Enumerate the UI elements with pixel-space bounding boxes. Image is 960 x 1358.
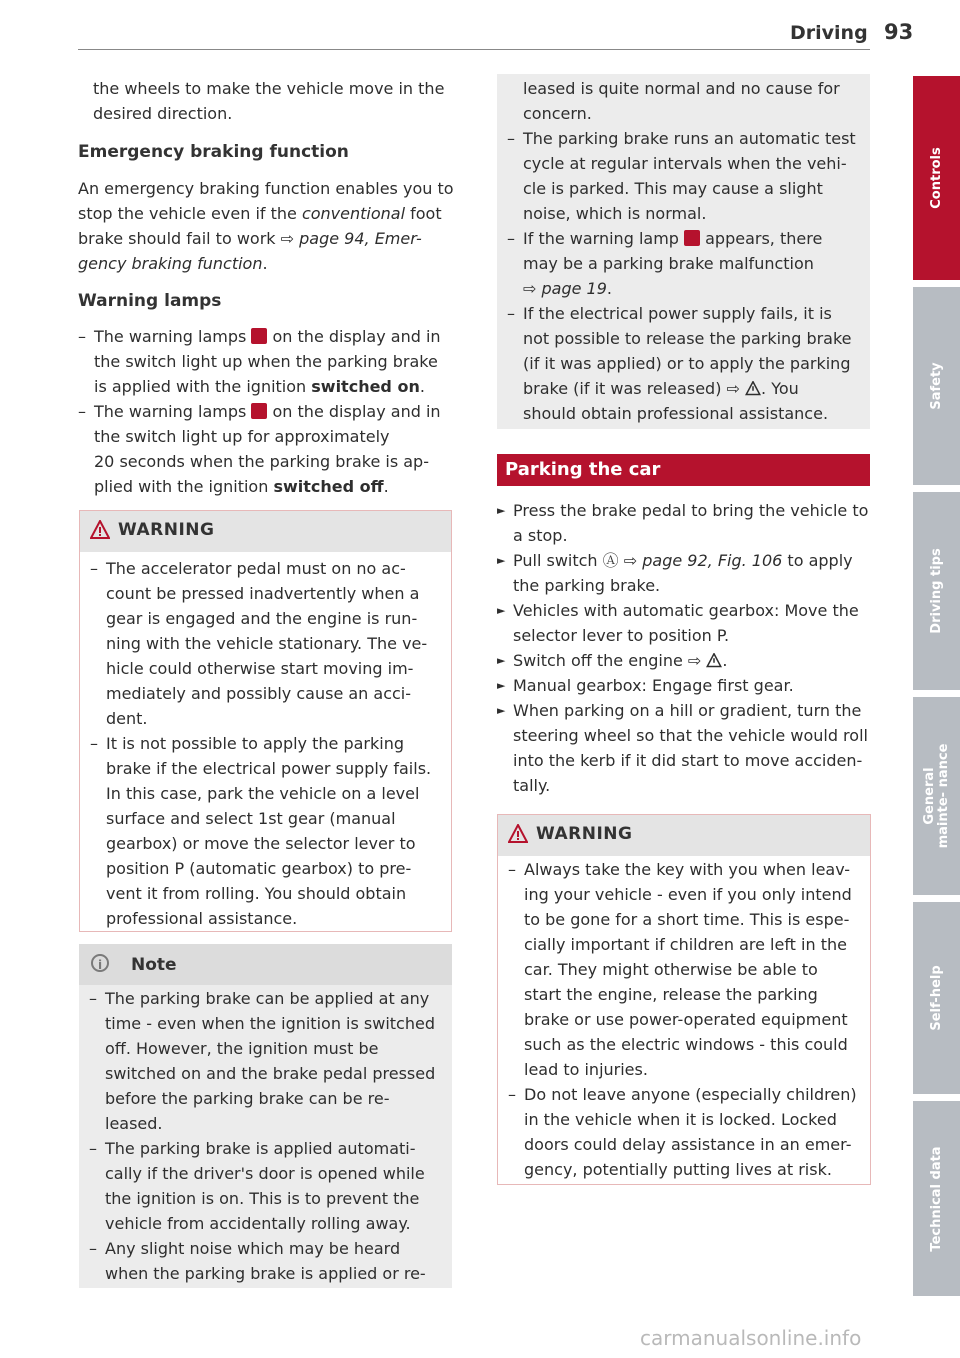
- warning-triangle-icon[interactable]: [706, 653, 722, 668]
- emergency-paragraph: [78, 176, 458, 276]
- list-item: – The warning lamps on the display and in the switch light up when the parking brake is applied with the ignition switched on.: [78, 324, 458, 399]
- warning-triangle-icon: [508, 824, 528, 844]
- page-reference-link[interactable]: ⇨ page 19: [523, 279, 607, 298]
- brake-malfunction-lamp-icon: [684, 230, 700, 246]
- intro-paragraph: [93, 76, 453, 126]
- list-item: – The accelerator pedal must on no ac- count be pressed inadvertently when a gear is engaged and the engine is run- ning with the vehicle stationary. The ve- hicle could otherwise start moving im- mediately and possibly cause an acci- dent.: [90, 556, 445, 731]
- list-item-continued: leased is quite normal and no cause for concern.: [523, 79, 840, 123]
- step-item: ► Manual gearbox: Engage first gear.: [497, 673, 872, 698]
- warning-triangle-icon: [90, 520, 110, 540]
- tab-self-help[interactable]: Self-help: [913, 902, 960, 1094]
- watermark: carmanualsonline.info: [640, 1326, 862, 1350]
- parking-steps: [497, 498, 872, 798]
- tab-driving-tips[interactable]: Driving tips: [913, 492, 960, 690]
- switch-a-icon: Ⓐ: [602, 551, 619, 570]
- warning-title: WARNING: [536, 824, 633, 844]
- tab-safety[interactable]: Safety: [913, 287, 960, 485]
- intro-line: the wheels to make the vehicle move in the: [93, 79, 445, 98]
- step-item: ► When parking on a hill or gradient, turn the steering wheel so that the vehicle would roll into the kerb if it did start to move acciden- tally.: [497, 698, 872, 798]
- list-item: – Always take the key with you when leav- ing your vehicle - even if you only intend to be gone for a short time. This is espe- cially important if children are left in the car. They might otherwise be able to start the engine, release the parking brake or use power-operated equipment such as the electric windows - this could lead to injuries.: [508, 857, 866, 1082]
- step-item: ► Vehicles with automatic gearbox: Move the selector lever to position P.: [497, 598, 872, 648]
- list-item: – The warning lamps on the display and in the switch light up for approximately 20 seconds when the parking brake is ap- plied with the ignition switched off.: [78, 399, 458, 499]
- parking-brake-lamp-icon: [251, 403, 267, 419]
- step-item: ► Switch off the engine ⇨ .: [497, 648, 872, 673]
- tab-controls[interactable]: Controls: [913, 76, 960, 280]
- list-item: – If the warning lamp appears, there may be a parking brake malfunction ⇨ page 19.: [507, 226, 867, 301]
- text-line: brake should fail to work ⇨ page 94, Emer-: [78, 229, 422, 248]
- section-banner: Parking the car: [497, 454, 870, 486]
- warning-triangle-icon[interactable]: [745, 381, 761, 396]
- warning-box: [497, 814, 871, 1185]
- info-icon: i: [91, 954, 109, 972]
- note-list: [89, 986, 449, 1286]
- tab-general-maintenance[interactable]: General mainte- nance: [913, 697, 960, 895]
- note-box: [79, 944, 452, 1288]
- list-item: – If the electrical power supply fails, it is not possible to release the parking brake (if it was applied) or to apply the parking brake (if it was released) ⇨ . You should obtain professional assistance.: [507, 301, 867, 426]
- intro-line: desired direction.: [93, 104, 233, 123]
- note-continuation-list: [507, 76, 867, 426]
- list-item: – Do not leave anyone (especially children) in the vehicle when it is locked. Locked doors could delay assistance in an emer- gency, potentially putting lives at risk.: [508, 1082, 866, 1182]
- warning-list: [508, 857, 866, 1182]
- warning-title: WARNING: [118, 520, 215, 540]
- step-item: ► Press the brake pedal to bring the vehicle to a stop.: [497, 498, 872, 548]
- list-item: – Any slight noise which may be heard when the parking brake is applied or re-: [89, 1236, 449, 1286]
- section-title: Driving: [790, 22, 868, 44]
- warning-header: [498, 815, 870, 856]
- list-item: – It is not possible to apply the parking brake if the electrical power supply fails. In this case, park the vehicle on a level surface and select 1st gear (manual gearbox) or move the selector lever to position P (automatic gearbox) to pre- vent it from rolling. You should obtain professional assistance.: [90, 731, 445, 931]
- list-item: – The parking brake runs an automatic test cycle at regular intervals when the vehi- cle is parked. This may cause a slight noise, which is normal.: [507, 126, 867, 226]
- text-line: An emergency braking function enables you to: [78, 179, 454, 198]
- list-item: – The parking brake can be applied at any time - even when the ignition is switched off. However, the ignition must be switched on and the brake pedal pressed before the parking brake can be re- leased.: [89, 986, 449, 1136]
- parking-brake-lamp-icon: [251, 328, 267, 344]
- text-line: stop the vehicle even if the conventional foot: [78, 204, 442, 223]
- note-title: Note: [131, 955, 177, 975]
- warning-lamps-heading: Warning lamps: [78, 291, 222, 311]
- note-continuation-box: [497, 74, 870, 429]
- warning-header: [80, 511, 451, 552]
- page-number: 93: [884, 20, 914, 44]
- warning-box: [79, 510, 452, 932]
- text-line: gency braking function.: [78, 254, 268, 273]
- warning-lamps-list: [78, 324, 458, 499]
- emergency-heading: Emergency braking function: [78, 142, 349, 162]
- warning-list: [90, 556, 445, 931]
- tab-technical-data[interactable]: Technical data: [913, 1101, 960, 1296]
- page-reference-link[interactable]: ⇨ page 94, Emer-: [280, 229, 422, 248]
- list-item: – The parking brake is applied automati- cally if the driver's door is opened while the ignition is on. This is to prevent the vehicle from accidentally rolling away.: [89, 1136, 449, 1236]
- figure-reference-link[interactable]: page 92, Fig. 106: [642, 551, 783, 570]
- step-item: ► Pull switch Ⓐ ⇨ page 92, Fig. 106 to apply the parking brake.: [497, 548, 872, 598]
- note-header: [79, 944, 452, 985]
- header-divider: [78, 49, 870, 50]
